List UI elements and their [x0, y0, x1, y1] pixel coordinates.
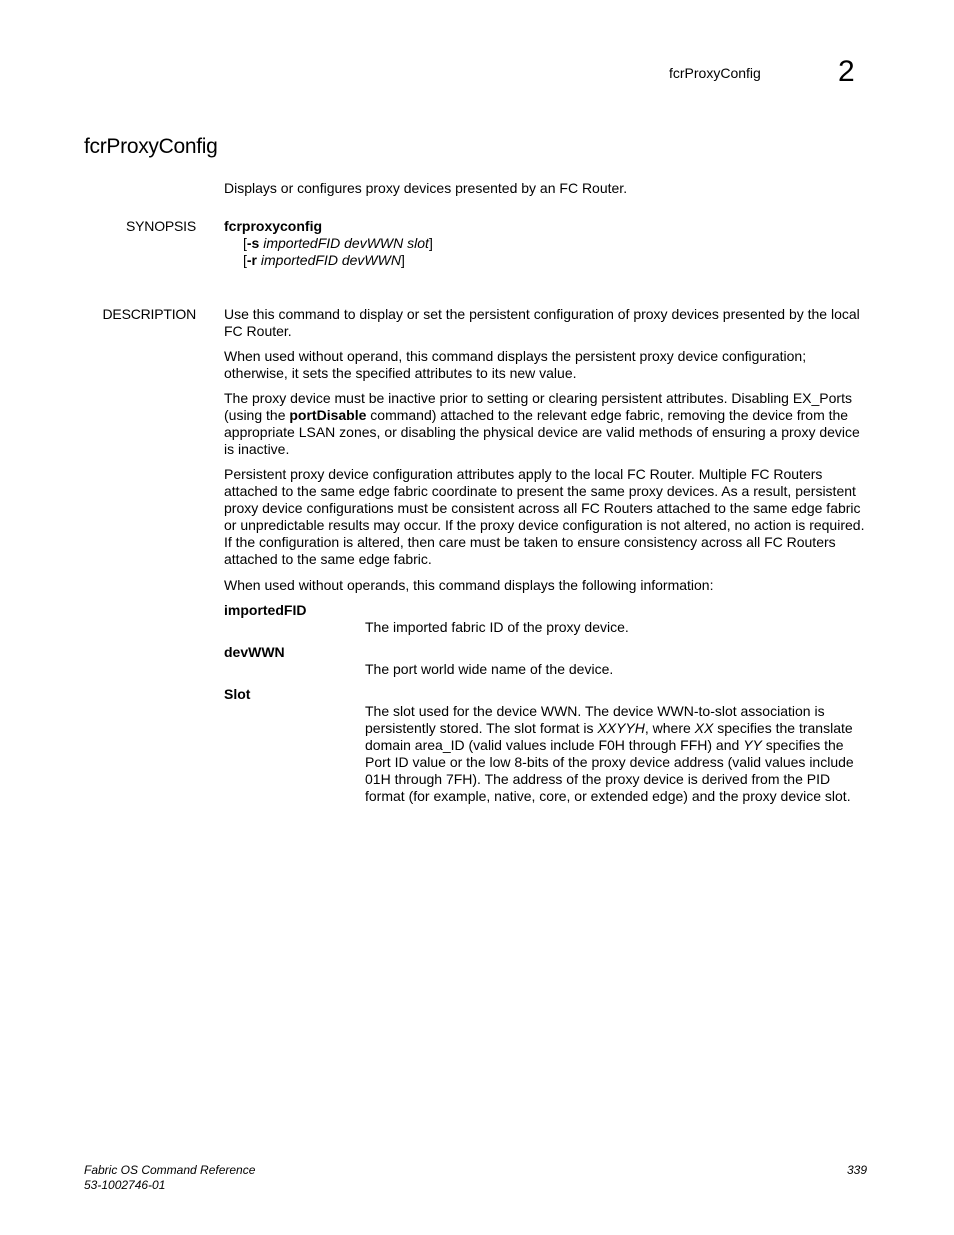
field-definition: The port world wide name of the device. — [365, 661, 614, 677]
chapter-number: 2 — [838, 55, 855, 88]
option-args: importedFID devWWN — [257, 252, 401, 268]
description-paragraph: Use this command to display or set the persistent configuration of proxy devices presented by the local FC Router. — [224, 306, 860, 339]
footer-page-number: 339 — [847, 1163, 868, 1177]
bracket-open: [ — [243, 235, 247, 251]
bracket-close: ] — [400, 252, 405, 268]
footer-doc-number: 53-1002746-01 — [84, 1178, 166, 1192]
description-paragraph — [224, 390, 870, 458]
paragraph-text: command) attached to the relevant edge fabric, removing the device from the appropriate LSAN zones, or disabling the physical device are valid methods of ensuring a proxy device is inactive. — [224, 407, 860, 457]
bracket-open: [ — [243, 252, 247, 268]
field-definition: The imported fabric ID of the proxy device. — [365, 619, 629, 635]
definition-text: specifies the translate domain area_ID (valid values include F0H through FFH) and — [365, 720, 853, 753]
paragraph-text: The proxy device must be inactive prior to setting or clearing persistent attributes. Disabling EX_Ports (using the — [224, 390, 852, 423]
bracket-close: ] — [428, 235, 433, 251]
format-token: XXYYH — [597, 720, 645, 736]
definition-text: , where — [644, 720, 695, 736]
description-paragraph: When used without operands, this command displays the following information: — [224, 577, 714, 593]
intro-text: Displays or configures proxy devices presented by an FC Router. — [224, 180, 628, 196]
flag-r: -r — [246, 252, 258, 268]
definition-text: specifies the Port ID value or the low 8-bits of the proxy device address (valid values include 01H through 7FH). The address of the proxy device is derived from the PID format (for example, native, core, or extended edge) and the proxy device slot. — [365, 737, 854, 804]
format-token: YY — [743, 737, 762, 753]
description-paragraph: When used without operand, this command displays the persistent proxy device configuration; otherwise, it sets the specified attributes to its new value. — [224, 348, 807, 381]
running-header-title: fcrProxyConfig — [669, 65, 761, 81]
page-title: fcrProxyConfig — [84, 135, 218, 158]
description-paragraph: Persistent proxy device configuration attributes apply to the local FC Router. Multiple FC Routers attached to the same edge fabric coordinate to present the same proxy devices. As a result, persistent proxy device configurations must be consistent across all FC Routers attached to the same edge fabric or unpredictable results may occur. If the proxy device configuration is not altered, no action is required. If the configuration is altered, then care must be taken to ensure consistency across all FC Routers attached to the same edge fabric. — [224, 466, 865, 567]
field-term: importedFID — [224, 602, 307, 618]
synopsis-command: fcrproxyconfig — [224, 218, 323, 234]
synopsis-option-remove — [243, 252, 405, 269]
field-definition — [365, 703, 870, 805]
definition-text: The slot used for the device WWN. The device WWN-to-slot association is persistently stored. The slot format is — [365, 703, 825, 736]
format-token: XX — [694, 720, 714, 736]
field-term: devWWN — [224, 644, 285, 660]
footer-doc-title: Fabric OS Command Reference — [84, 1163, 256, 1177]
option-args: importedFID devWWN slot — [259, 235, 429, 251]
synopsis-option-set — [243, 235, 433, 252]
flag-s: -s — [246, 235, 260, 251]
command-name: portDisable — [289, 407, 367, 423]
synopsis-label: SYNOPSIS — [126, 218, 196, 234]
field-term: Slot — [224, 686, 251, 702]
description-label: DESCRIPTION — [102, 306, 196, 322]
